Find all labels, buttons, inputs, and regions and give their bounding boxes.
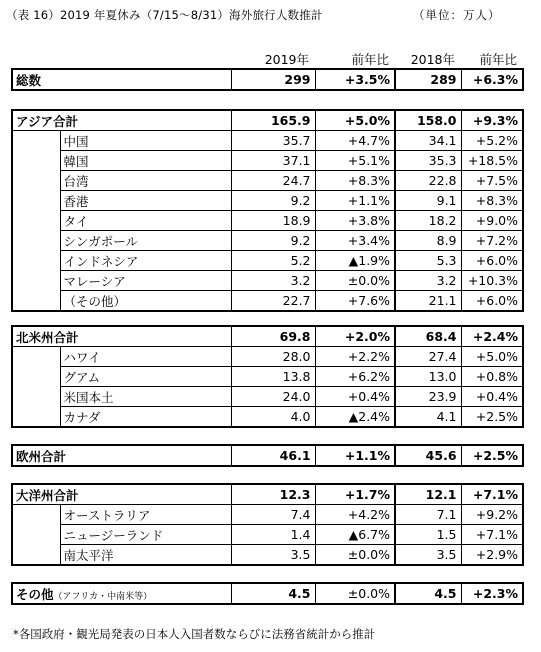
cell-yoy-2019: +1.7%: [315, 484, 395, 505]
total-block: [11, 68, 524, 91]
cell-yoy-2019: +7.6%: [315, 291, 395, 312]
cell-yoy-2019: +1.1%: [315, 445, 395, 466]
cell-2018: 1.5: [395, 525, 461, 545]
row-name: 香港: [60, 191, 231, 211]
cell-2018: 22.8: [395, 171, 461, 191]
cell-yoy-2018: +5.0%: [461, 347, 523, 367]
cell-2019: 35.7: [231, 131, 315, 151]
header-2018: 2018年: [410, 51, 455, 67]
header-2019: 2019年: [264, 51, 309, 67]
cell-yoy-2018: +0.8%: [461, 367, 523, 387]
cell-2018: 35.3: [395, 151, 461, 171]
cell-2018: 4.1: [395, 407, 461, 428]
cell-yoy-2018: +7.1%: [461, 484, 523, 505]
cell-yoy-2018: +0.4%: [461, 387, 523, 407]
asia-block: [11, 109, 524, 312]
cell-yoy-2018: +6.3%: [461, 69, 523, 90]
cell-2018: 7.1: [395, 505, 461, 525]
table-row: [12, 231, 523, 251]
row-name: 北米州合計: [12, 326, 231, 347]
table-row: [12, 291, 523, 312]
table-row: [12, 525, 523, 545]
cell-yoy-2018: +10.3%: [461, 271, 523, 291]
table-row: [12, 271, 523, 291]
table-row: [12, 251, 523, 271]
other-block: [11, 582, 524, 605]
cell-2019: 1.4: [231, 525, 315, 545]
cell-2019: 4.5: [231, 583, 315, 604]
table-row: [12, 407, 523, 428]
cell-yoy-2019: +2.0%: [315, 326, 395, 347]
row-name: カナダ: [60, 407, 231, 428]
cell-yoy-2019: +3.5%: [315, 69, 395, 90]
table-title: （表 16）2019 年夏休み（7/15～8/31）海外旅行人数推計: [6, 8, 323, 22]
column-headers: [11, 49, 522, 68]
table-row: [12, 545, 523, 566]
north-america-block: [11, 325, 524, 428]
table-row: [12, 69, 523, 90]
cell-yoy-2018: +8.3%: [461, 191, 523, 211]
cell-2018: 289: [395, 69, 461, 90]
cell-2019: 46.1: [231, 445, 315, 466]
table-row: [12, 387, 523, 407]
cell-yoy-2018: +7.1%: [461, 525, 523, 545]
cell-2019: 4.0: [231, 407, 315, 428]
cell-yoy-2019: ±0.0%: [315, 583, 395, 604]
table-row: [12, 171, 523, 191]
cell-2019: 3.5: [231, 545, 315, 566]
table-row: [12, 347, 523, 367]
row-name: 欧州合計: [16, 448, 67, 464]
row-name: インドネシア: [60, 251, 231, 271]
table-row: [12, 191, 523, 211]
cell-yoy-2018: +6.0%: [461, 291, 523, 312]
cell-2019: 13.8: [231, 367, 315, 387]
cell-2019: 24.7: [231, 171, 315, 191]
cell-2019: 3.2: [231, 271, 315, 291]
cell-yoy-2018: +9.0%: [461, 211, 523, 231]
cell-2019: 7.4: [231, 505, 315, 525]
cell-yoy-2019: +8.3%: [315, 171, 395, 191]
cell-2018: 158.0: [395, 110, 461, 131]
cell-yoy-2018: +7.5%: [461, 171, 523, 191]
cell-2018: 23.9: [395, 387, 461, 407]
cell-yoy-2019: ▲6.7%: [315, 525, 395, 545]
cell-2019: 18.9: [231, 211, 315, 231]
cell-yoy-2018: +2.3%: [461, 583, 523, 604]
cell-2018: 21.1: [395, 291, 461, 312]
oceania-block: [11, 483, 524, 566]
table-row: [12, 110, 523, 131]
cell-yoy-2018: +18.5%: [461, 151, 523, 171]
cell-2018: 18.2: [395, 211, 461, 231]
cell-2018: 13.0: [395, 367, 461, 387]
cell-2018: 5.3: [395, 251, 461, 271]
cell-yoy-2019: +3.4%: [315, 231, 395, 251]
row-note: （アフリカ・中南米等）: [53, 591, 153, 602]
row-name: オーストラリア: [60, 505, 231, 525]
row-name: （その他）: [60, 291, 231, 312]
cell-2019: 37.1: [231, 151, 315, 171]
cell-yoy-2019: +4.2%: [315, 505, 395, 525]
cell-yoy-2019: +6.2%: [315, 367, 395, 387]
row-name: 大洋州合計: [12, 484, 231, 505]
row-name: 中国: [60, 131, 231, 151]
table-row: [12, 505, 523, 525]
cell-2018: 8.9: [395, 231, 461, 251]
cell-yoy-2019: ▲1.9%: [315, 251, 395, 271]
footnote: *各国政府・観光局発表の日本人入国者数ならびに法務省統計から推計: [13, 627, 376, 641]
row-name: ハワイ: [60, 347, 231, 367]
cell-2019: 5.2: [231, 251, 315, 271]
cell-2018: 68.4: [395, 326, 461, 347]
row-name: [12, 583, 231, 604]
cell-2019: 12.3: [231, 484, 315, 505]
cell-yoy-2018: +9.3%: [461, 110, 523, 131]
europe-block: [11, 444, 524, 467]
cell-2018: 9.1: [395, 191, 461, 211]
table-row: [12, 131, 523, 151]
row-name: シンガポール: [60, 231, 231, 251]
cell-2018: 3.5: [395, 545, 461, 566]
cell-2018: 4.5: [395, 583, 461, 604]
row-name: 韓国: [60, 151, 231, 171]
cell-yoy-2019: +3.8%: [315, 211, 395, 231]
header-yoy-2019: 前年比: [351, 51, 389, 67]
cell-yoy-2019: +2.2%: [315, 347, 395, 367]
cell-yoy-2019: +5.1%: [315, 151, 395, 171]
row-name: 米国本土: [60, 387, 231, 407]
cell-2018: 27.4: [395, 347, 461, 367]
cell-2019: 28.0: [231, 347, 315, 367]
row-name: 南太平洋: [60, 545, 231, 566]
header-yoy-2018: 前年比: [479, 51, 517, 67]
cell-2018: 34.1: [395, 131, 461, 151]
row-name-text: その他: [16, 586, 54, 602]
table-row: [12, 211, 523, 231]
row-name: 総数: [16, 72, 42, 88]
cell-yoy-2019: +4.7%: [315, 131, 395, 151]
row-name: ニュージーランド: [60, 525, 231, 545]
cell-2018: 12.1: [395, 484, 461, 505]
row-name: アジア合計: [12, 110, 231, 131]
cell-yoy-2018: +6.0%: [461, 251, 523, 271]
cell-yoy-2019: +1.1%: [315, 191, 395, 211]
cell-yoy-2019: +5.0%: [315, 110, 395, 131]
cell-yoy-2018: +2.4%: [461, 326, 523, 347]
cell-yoy-2018: +2.9%: [461, 545, 523, 566]
unit-label: （単位：万人）: [413, 8, 501, 22]
cell-yoy-2019: ±0.0%: [315, 545, 395, 566]
cell-2019: 9.2: [231, 231, 315, 251]
cell-yoy-2018: +2.5%: [461, 407, 523, 428]
table-row: [12, 151, 523, 171]
row-name: グアム: [60, 367, 231, 387]
cell-2019: 24.0: [231, 387, 315, 407]
table-row: [12, 326, 523, 347]
cell-yoy-2019: ▲2.4%: [315, 407, 395, 428]
cell-2019: 165.9: [231, 110, 315, 131]
row-name: 台湾: [60, 171, 231, 191]
cell-yoy-2018: +2.5%: [461, 445, 523, 466]
cell-yoy-2018: +9.2%: [461, 505, 523, 525]
cell-2019: 69.8: [231, 326, 315, 347]
cell-2019: 22.7: [231, 291, 315, 312]
table-row: [12, 367, 523, 387]
cell-2018: 45.6: [395, 445, 461, 466]
row-name: タイ: [60, 211, 231, 231]
cell-yoy-2019: ±0.0%: [315, 271, 395, 291]
cell-yoy-2018: +5.2%: [461, 131, 523, 151]
cell-2019: 299: [231, 69, 315, 90]
row-name: マレーシア: [60, 271, 231, 291]
cell-2019: 9.2: [231, 191, 315, 211]
cell-yoy-2018: +7.2%: [461, 231, 523, 251]
cell-yoy-2019: +0.4%: [315, 387, 395, 407]
table-row: [12, 445, 523, 466]
cell-2018: 3.2: [395, 271, 461, 291]
table-row: [12, 583, 523, 604]
table-row: [12, 484, 523, 505]
